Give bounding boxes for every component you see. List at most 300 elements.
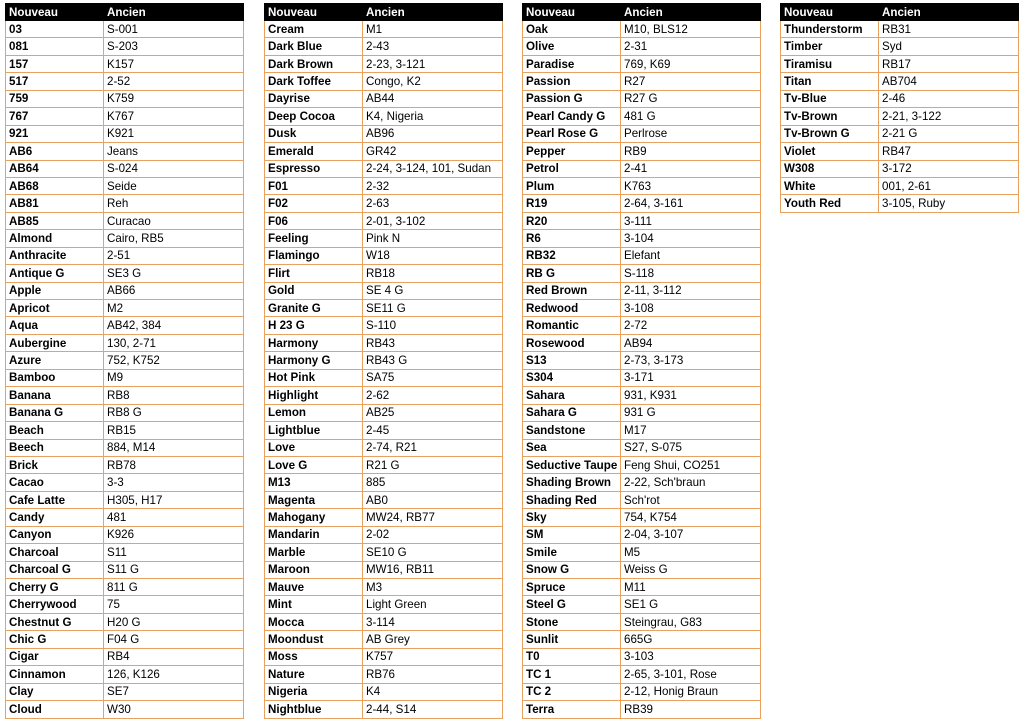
old-code-cell: 2-01, 3-102 [363, 212, 503, 229]
table-row [523, 474, 761, 491]
table-row [523, 701, 761, 718]
new-code-cell: Mahogany [265, 509, 363, 526]
old-code-cell: Syd [879, 38, 1019, 55]
table-row [265, 38, 503, 55]
old-code-cell: RB47 [879, 143, 1019, 160]
new-code-cell: Love G [265, 456, 363, 473]
old-code-cell: 2-43 [363, 38, 503, 55]
old-code-cell: 2-52 [104, 73, 244, 90]
table-row [523, 300, 761, 317]
old-code-cell: S11 G [104, 561, 244, 578]
table-row [6, 683, 244, 700]
old-code-cell: 2-22, Sch'braun [621, 474, 761, 491]
old-code-cell: R27 [621, 73, 761, 90]
old-code-cell: AB Grey [363, 631, 503, 648]
new-code-cell: Almond [6, 230, 104, 247]
new-code-cell: Spruce [523, 579, 621, 596]
old-code-cell: K757 [363, 648, 503, 665]
old-code-cell: RB17 [879, 55, 1019, 72]
new-code-cell: Plum [523, 177, 621, 194]
old-code-cell: S-118 [621, 265, 761, 282]
table-row [523, 439, 761, 456]
new-code-cell: Sahara G [523, 404, 621, 421]
table-row [523, 21, 761, 38]
new-code-cell: TC 2 [523, 683, 621, 700]
table-row [6, 334, 244, 351]
new-code-cell: RB32 [523, 247, 621, 264]
old-code-cell: AB25 [363, 404, 503, 421]
old-code-cell: M3 [363, 579, 503, 596]
table-row [6, 300, 244, 317]
new-code-cell: SM [523, 526, 621, 543]
old-code-cell: 884, M14 [104, 439, 244, 456]
old-code-cell: RB8 [104, 387, 244, 404]
new-code-cell: White [781, 177, 879, 194]
new-code-cell: Aubergine [6, 334, 104, 351]
table-row [6, 491, 244, 508]
table-row [265, 579, 503, 596]
new-code-cell: Anthracite [6, 247, 104, 264]
table-row [265, 300, 503, 317]
new-code-cell: Chic G [6, 631, 104, 648]
new-code-cell: Terra [523, 701, 621, 718]
table-row [523, 596, 761, 613]
new-code-cell: Espresso [265, 160, 363, 177]
table-header-row [6, 4, 244, 21]
table-row [523, 143, 761, 160]
new-code-cell: Emerald [265, 143, 363, 160]
new-code-cell: Maroon [265, 561, 363, 578]
old-code-cell: 2-31 [621, 38, 761, 55]
table-row [523, 387, 761, 404]
old-code-cell: K4, Nigeria [363, 108, 503, 125]
old-code-cell: K759 [104, 90, 244, 107]
table-row [6, 282, 244, 299]
old-code-cell: SE 4 G [363, 282, 503, 299]
old-code-cell: RB76 [363, 666, 503, 683]
table-row [6, 160, 244, 177]
new-code-cell: Passion G [523, 90, 621, 107]
new-code-cell: Pearl Rose G [523, 125, 621, 142]
table-row [6, 177, 244, 194]
old-code-cell: SE7 [104, 683, 244, 700]
old-code-cell: 769, K69 [621, 55, 761, 72]
new-code-cell: Love [265, 439, 363, 456]
old-code-cell: M17 [621, 422, 761, 439]
new-code-cell: Pepper [523, 143, 621, 160]
old-code-cell: W18 [363, 247, 503, 264]
old-code-cell: 3-171 [621, 369, 761, 386]
old-code-cell: GR42 [363, 143, 503, 160]
new-code-cell: Apple [6, 282, 104, 299]
header-new: Nouveau [781, 4, 879, 21]
new-code-cell: Tv-Brown G [781, 125, 879, 142]
new-code-cell: Dark Brown [265, 55, 363, 72]
table-row [6, 230, 244, 247]
table-row [6, 404, 244, 421]
old-code-cell: M11 [621, 579, 761, 596]
table-row [265, 631, 503, 648]
old-code-cell: K763 [621, 177, 761, 194]
table-row [6, 631, 244, 648]
old-code-cell: 665G [621, 631, 761, 648]
old-code-cell: 3-111 [621, 212, 761, 229]
new-code-cell: 921 [6, 125, 104, 142]
table-row [265, 247, 503, 264]
old-code-cell: AB704 [879, 73, 1019, 90]
new-code-cell: Apricot [6, 300, 104, 317]
old-code-cell: 2-73, 3-173 [621, 352, 761, 369]
old-code-cell: 931, K931 [621, 387, 761, 404]
old-code-cell: 2-51 [104, 247, 244, 264]
new-code-cell: Clay [6, 683, 104, 700]
old-code-cell: RB31 [879, 21, 1019, 38]
table-row [781, 90, 1019, 107]
old-code-cell: 3-105, Ruby [879, 195, 1019, 212]
table-row [265, 265, 503, 282]
new-code-cell: S13 [523, 352, 621, 369]
table-row [265, 491, 503, 508]
old-code-cell: Curacao [104, 212, 244, 229]
old-code-cell: SE3 G [104, 265, 244, 282]
new-code-cell: Brick [6, 456, 104, 473]
old-code-cell: M5 [621, 544, 761, 561]
new-code-cell: Banana G [6, 404, 104, 421]
old-code-cell: 75 [104, 596, 244, 613]
color-table-2 [264, 3, 503, 719]
new-code-cell: TC 1 [523, 666, 621, 683]
new-code-cell: Beach [6, 422, 104, 439]
old-code-cell: Sch'rot [621, 491, 761, 508]
old-code-cell: 2-46 [879, 90, 1019, 107]
table-row [6, 352, 244, 369]
old-code-cell: M9 [104, 369, 244, 386]
table-row [6, 544, 244, 561]
old-code-cell: 001, 2-61 [879, 177, 1019, 194]
new-code-cell: Banana [6, 387, 104, 404]
new-code-cell: Nature [265, 666, 363, 683]
new-code-cell: M13 [265, 474, 363, 491]
color-table-4 [780, 3, 1019, 213]
table-row [265, 317, 503, 334]
old-code-cell: 2-72 [621, 317, 761, 334]
new-code-cell: Tiramisu [781, 55, 879, 72]
new-code-cell: Tv-Brown [781, 108, 879, 125]
table-row [265, 125, 503, 142]
table-row [6, 265, 244, 282]
table-row [6, 579, 244, 596]
old-code-cell: MW24, RB77 [363, 509, 503, 526]
old-code-cell: RB39 [621, 701, 761, 718]
new-code-cell: Nigeria [265, 683, 363, 700]
table-row [6, 701, 244, 718]
old-code-cell: 2-32 [363, 177, 503, 194]
old-code-cell: 2-45 [363, 422, 503, 439]
new-code-cell: Moondust [265, 631, 363, 648]
table-row [6, 509, 244, 526]
header-new: Nouveau [6, 4, 104, 21]
table-row [523, 683, 761, 700]
table-row [523, 125, 761, 142]
new-code-cell: Passion [523, 73, 621, 90]
new-code-cell: Shading Red [523, 491, 621, 508]
table-row [523, 230, 761, 247]
new-code-cell: Azure [6, 352, 104, 369]
new-code-cell: RB G [523, 265, 621, 282]
new-code-cell: Pearl Candy G [523, 108, 621, 125]
new-code-cell: Sea [523, 439, 621, 456]
old-code-cell: RB78 [104, 456, 244, 473]
old-code-cell: RB18 [363, 265, 503, 282]
old-code-cell: AB0 [363, 491, 503, 508]
new-code-cell: Beech [6, 439, 104, 456]
new-code-cell: Deep Cocoa [265, 108, 363, 125]
new-code-cell: Sahara [523, 387, 621, 404]
new-code-cell: H 23 G [265, 317, 363, 334]
old-code-cell: 3-172 [879, 160, 1019, 177]
table-row [6, 143, 244, 160]
new-code-cell: Sky [523, 509, 621, 526]
table-row [265, 177, 503, 194]
old-code-cell: Perlrose [621, 125, 761, 142]
table-row [523, 90, 761, 107]
new-code-cell: Moss [265, 648, 363, 665]
old-code-cell: Weiss G [621, 561, 761, 578]
table-row [781, 55, 1019, 72]
old-code-cell: SE10 G [363, 544, 503, 561]
old-code-cell: S11 [104, 544, 244, 561]
old-code-cell: 2-21, 3-122 [879, 108, 1019, 125]
old-code-cell: RB43 G [363, 352, 503, 369]
table-row [523, 334, 761, 351]
table-row [6, 55, 244, 72]
old-code-cell: H20 G [104, 613, 244, 630]
new-code-cell: Bamboo [6, 369, 104, 386]
table-row [523, 404, 761, 421]
table-row [523, 544, 761, 561]
old-code-cell: 2-04, 3-107 [621, 526, 761, 543]
new-code-cell: 517 [6, 73, 104, 90]
table-header-row [781, 4, 1019, 21]
old-code-cell: S-203 [104, 38, 244, 55]
new-code-cell: S304 [523, 369, 621, 386]
new-code-cell: AB68 [6, 177, 104, 194]
new-code-cell: Mint [265, 596, 363, 613]
table-row [6, 596, 244, 613]
old-code-cell: Elefant [621, 247, 761, 264]
new-code-cell: W308 [781, 160, 879, 177]
table-row [265, 509, 503, 526]
table-row [523, 509, 761, 526]
new-code-cell: Seductive Taupe [523, 456, 621, 473]
new-code-cell: Cherrywood [6, 596, 104, 613]
old-code-cell: SA75 [363, 369, 503, 386]
new-code-cell: Stone [523, 613, 621, 630]
table-row [781, 177, 1019, 194]
new-code-cell: Canyon [6, 526, 104, 543]
table-row [781, 160, 1019, 177]
table-row [523, 456, 761, 473]
color-table-3 [522, 3, 761, 719]
old-code-cell: 3-108 [621, 300, 761, 317]
new-code-cell: Mocca [265, 613, 363, 630]
new-code-cell: Hot Pink [265, 369, 363, 386]
table-row [265, 143, 503, 160]
header-old: Ancien [363, 4, 503, 21]
table-row [265, 544, 503, 561]
old-code-cell: K926 [104, 526, 244, 543]
table-row [265, 474, 503, 491]
new-code-cell: Mauve [265, 579, 363, 596]
table-row [6, 526, 244, 543]
new-code-cell: Rosewood [523, 334, 621, 351]
old-code-cell: S-024 [104, 160, 244, 177]
old-code-cell: 130, 2-71 [104, 334, 244, 351]
old-code-cell: K157 [104, 55, 244, 72]
new-code-cell: Aqua [6, 317, 104, 334]
old-code-cell: RB9 [621, 143, 761, 160]
table-row [265, 439, 503, 456]
old-code-cell: 931 G [621, 404, 761, 421]
new-code-cell: Granite G [265, 300, 363, 317]
header-old: Ancien [104, 4, 244, 21]
new-code-cell: Romantic [523, 317, 621, 334]
new-code-cell: Harmony [265, 334, 363, 351]
new-code-cell: Paradise [523, 55, 621, 72]
new-code-cell: Dark Blue [265, 38, 363, 55]
table-row [523, 160, 761, 177]
old-code-cell: AB42, 384 [104, 317, 244, 334]
new-code-cell: Antique G [6, 265, 104, 282]
old-code-cell: 2-24, 3-124, 101, Sudan [363, 160, 503, 177]
new-code-cell: Tv-Blue [781, 90, 879, 107]
old-code-cell: 481 [104, 509, 244, 526]
table-row [6, 90, 244, 107]
table-row [523, 666, 761, 683]
new-code-cell: Snow G [523, 561, 621, 578]
old-code-cell: R27 G [621, 90, 761, 107]
old-code-cell: 2-44, S14 [363, 701, 503, 718]
table-row [523, 579, 761, 596]
old-code-cell: 754, K754 [621, 509, 761, 526]
table-row [523, 648, 761, 665]
old-code-cell: 2-21 G [879, 125, 1019, 142]
table-row [6, 666, 244, 683]
new-code-cell: R6 [523, 230, 621, 247]
old-code-cell: 885 [363, 474, 503, 491]
color-table-1 [5, 3, 244, 719]
table-row [781, 143, 1019, 160]
table-row [265, 596, 503, 613]
table-row [265, 160, 503, 177]
table-row [265, 108, 503, 125]
table-row [523, 177, 761, 194]
table-row [523, 369, 761, 386]
new-code-cell: Shading Brown [523, 474, 621, 491]
new-code-cell: Cloud [6, 701, 104, 718]
old-code-cell: 752, K752 [104, 352, 244, 369]
new-code-cell: Charcoal [6, 544, 104, 561]
old-code-cell: AB96 [363, 125, 503, 142]
new-code-cell: Cream [265, 21, 363, 38]
new-code-cell: T0 [523, 648, 621, 665]
new-code-cell: F01 [265, 177, 363, 194]
old-code-cell: S-001 [104, 21, 244, 38]
old-code-cell: SE11 G [363, 300, 503, 317]
table-row [523, 526, 761, 543]
new-code-cell: Cinnamon [6, 666, 104, 683]
old-code-cell: 2-62 [363, 387, 503, 404]
table-row [265, 195, 503, 212]
table-row [6, 474, 244, 491]
new-code-cell: Lightblue [265, 422, 363, 439]
table-row [265, 648, 503, 665]
new-code-cell: Titan [781, 73, 879, 90]
new-code-cell: Cafe Latte [6, 491, 104, 508]
table-row [265, 230, 503, 247]
new-code-cell: 767 [6, 108, 104, 125]
new-code-cell: Gold [265, 282, 363, 299]
table-row [781, 21, 1019, 38]
table-row [6, 38, 244, 55]
table-row [265, 282, 503, 299]
table-row [6, 613, 244, 630]
table-row [523, 55, 761, 72]
table-row [781, 195, 1019, 212]
old-code-cell: Jeans [104, 143, 244, 160]
old-code-cell: Reh [104, 195, 244, 212]
table-row [523, 282, 761, 299]
table-row [265, 387, 503, 404]
old-code-cell: Congo, K2 [363, 73, 503, 90]
new-code-cell: Thunderstorm [781, 21, 879, 38]
old-code-cell: RB8 G [104, 404, 244, 421]
table-row [523, 247, 761, 264]
new-code-cell: Redwood [523, 300, 621, 317]
old-code-cell: K4 [363, 683, 503, 700]
table-header-row [265, 4, 503, 21]
new-code-cell: 759 [6, 90, 104, 107]
old-code-cell: SE1 G [621, 596, 761, 613]
table-row [6, 439, 244, 456]
new-code-cell: Sandstone [523, 422, 621, 439]
old-code-cell: RB43 [363, 334, 503, 351]
table-row [6, 387, 244, 404]
old-code-cell: S27, S-075 [621, 439, 761, 456]
old-code-cell: F04 G [104, 631, 244, 648]
table-row [523, 422, 761, 439]
table-row [265, 683, 503, 700]
new-code-cell: Smile [523, 544, 621, 561]
table-row [523, 631, 761, 648]
new-code-cell: Red Brown [523, 282, 621, 299]
table-row [6, 456, 244, 473]
table-row [523, 108, 761, 125]
table-row [6, 108, 244, 125]
table-row [781, 108, 1019, 125]
old-code-cell: R21 G [363, 456, 503, 473]
new-code-cell: Highlight [265, 387, 363, 404]
table-row [265, 73, 503, 90]
new-code-cell: Olive [523, 38, 621, 55]
header-old: Ancien [879, 4, 1019, 21]
header-old: Ancien [621, 4, 761, 21]
table-row [265, 55, 503, 72]
old-code-cell: K921 [104, 125, 244, 142]
table-row [6, 648, 244, 665]
table-row [523, 38, 761, 55]
header-new: Nouveau [523, 4, 621, 21]
